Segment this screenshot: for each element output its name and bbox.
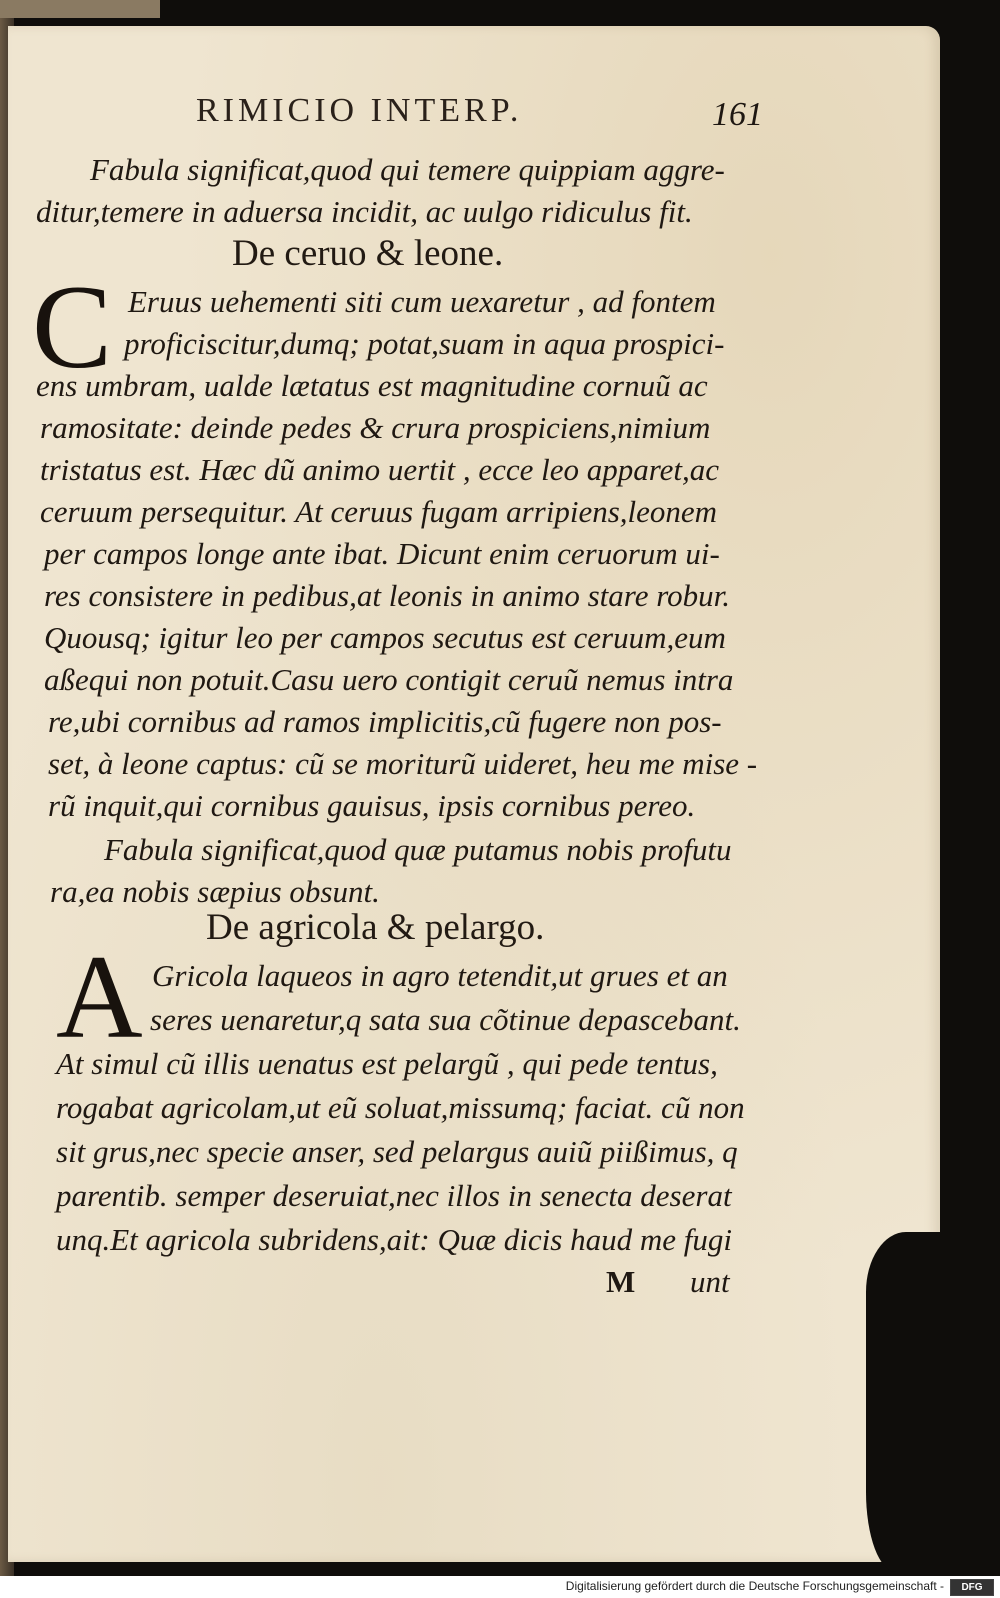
text-line: ramositate: deinde pedes & crura prospiciens,nimium (40, 410, 711, 445)
text-line: unq.Et agricola subridens,ait: Quæ dicis haud me fugi (56, 1222, 732, 1257)
text-line: seres uenaretur,q sata sua cõtinue depascebant. (150, 1002, 741, 1037)
text-line: Quousq; igitur leo per campos secutus est ceruum,eum (44, 620, 726, 655)
text-line: aßequi non potuit.Casu uero contigit ceruũ nemus intra (44, 662, 734, 697)
fable-heading: De agricola & pelargo. (206, 907, 545, 948)
text-line: set, à leone captus: cũ se moriturũ uideret, heu me mise - (48, 746, 758, 781)
moral-line: ra,ea nobis sæpius obsunt. (50, 874, 380, 909)
text-line: Eruus uehementi siti cum uexaretur , ad fontem (128, 284, 716, 319)
text-line: ceruum persequitur. At ceruus fugam arripiens,leonem (40, 494, 718, 529)
page-number: 161 (712, 96, 763, 133)
running-head: RIMICIO INTERP. (196, 92, 523, 129)
text-line: Fabula significat,quod qui temere quippiam aggre- (90, 152, 725, 187)
drop-cap: A (56, 930, 143, 1063)
text-line: ens umbram, ualde lætatus est magnitudine cornuũ ac (36, 368, 708, 403)
text-line: tristatus est. Hæc dũ animo uertit , ecce leo apparet,ac (40, 452, 720, 487)
text-line: At simul cũ illis uenatus est pelargũ , qui pede tentus, (56, 1046, 718, 1081)
text-line: re,ubi cornibus ad ramos implicitis,cũ fugere non pos- (48, 704, 722, 739)
dfg-logo: DFG (950, 1579, 994, 1596)
text-line: ditur,temere in aduersa incidit, ac uulgo ridiculus fit. (36, 194, 693, 229)
text-line: parentib. semper deseruiat,nec illos in senecta deserat (56, 1178, 732, 1213)
text-line: res consistere in pedibus,at leonis in animo stare robur. (44, 578, 730, 613)
fable-heading: De ceruo & leone. (232, 233, 504, 274)
text-line: proficiscitur,dumq; potat,suam in aqua prospici- (124, 326, 725, 361)
text-line: rogabat agricolam,ut eũ soluat,missumq; faciat. cũ non (56, 1090, 745, 1125)
catchword: unt (690, 1264, 730, 1299)
drop-cap: C (32, 260, 113, 393)
text-line: sit grus,nec specie anser, sed pelargus auiũ piißimus, q (56, 1134, 738, 1169)
moral-line: Fabula significat,quod quæ putamus nobis profutu (104, 832, 732, 867)
signature-mark: M (606, 1264, 636, 1299)
funding-notice: Digitalisierung gefördert durch die Deutsche Forschungsgemeinschaft - (565, 1579, 944, 1593)
text-line: Gricola laqueos in agro tetendit,ut grues et an (152, 958, 728, 993)
book-top-edge (0, 0, 160, 18)
footer-bar (0, 1576, 1000, 1598)
text-line: per campos longe ante ibat. Dicunt enim ceruorum ui- (44, 536, 720, 571)
torn-page-corner (866, 1232, 956, 1572)
text-line: rũ inquit,qui cornibus gauisus, ipsis cornibus pereo. (48, 788, 696, 823)
